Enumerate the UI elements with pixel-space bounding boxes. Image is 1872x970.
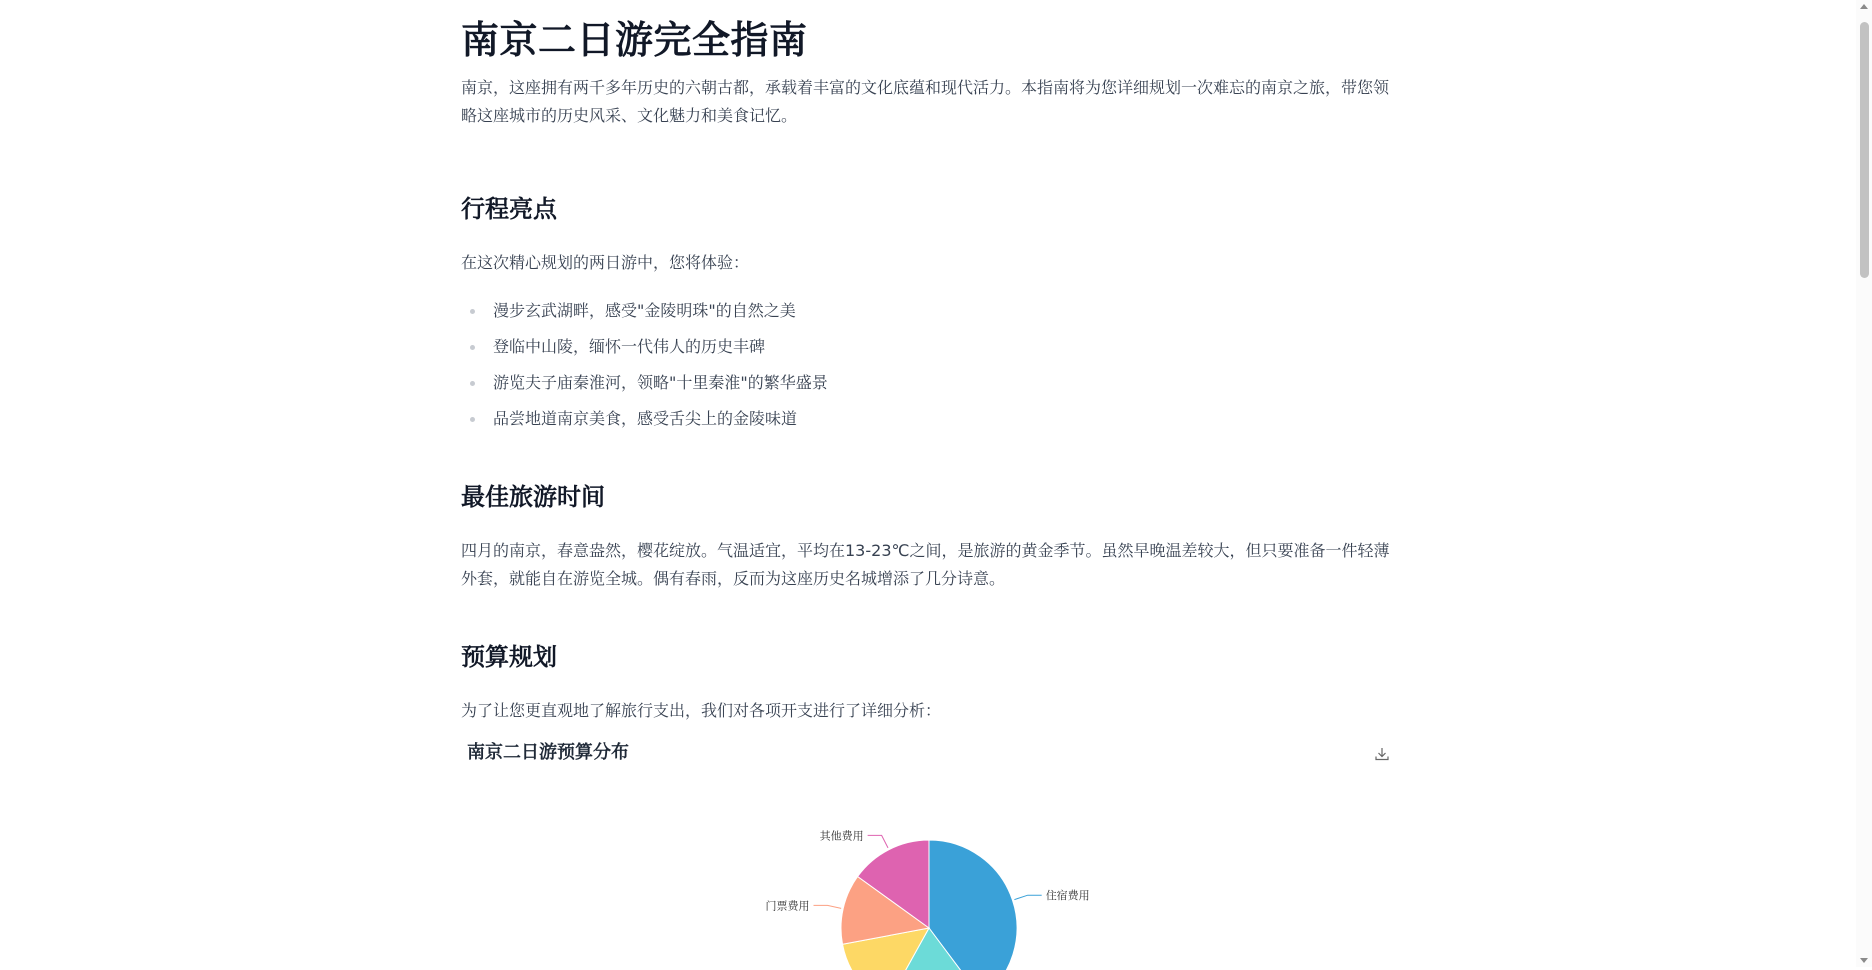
- bullet-icon: [470, 417, 475, 422]
- chart-title: 南京二日游预算分布: [467, 742, 629, 763]
- list-item: [461, 401, 1391, 437]
- bullet-icon: [470, 381, 475, 386]
- scroll-down-arrow-icon[interactable]: [1860, 958, 1868, 963]
- list-item: [461, 329, 1391, 365]
- budget-chart: [461, 740, 1393, 967]
- scrollbar[interactable]: [1856, 0, 1872, 967]
- list-item-text: 漫步玄武湖畔，感受"金陵明珠"的自然之美: [493, 301, 796, 320]
- intro-paragraph: 南京，这座拥有两千多年历史的六朝古都，承载着丰富的文化底蕴和现代活力。本指南将为您详细规划一次难忘的南京之旅，带您领略这座城市的历史风采、文化魅力和美食记忆。: [461, 78, 1390, 125]
- list-item-text: 品尝地道南京美食，感受舌尖上的金陵味道: [493, 409, 798, 428]
- budget-lead: 为了让您更直观地了解旅行支出，我们对各项开支进行了详细分析：: [461, 701, 942, 720]
- pie-chart: [461, 780, 1393, 970]
- pie-slice-label: 住宿费用: [1045, 889, 1090, 903]
- list-item-text: 登临中山陵，缅怀一代伟人的历史丰碑: [493, 337, 766, 356]
- list-item-text: 游览夫子庙秦淮河，领略"十里秦淮"的繁华盛景: [493, 373, 828, 392]
- pie-slice-label: 其他费用: [819, 829, 864, 843]
- scroll-up-arrow-icon[interactable]: [1860, 4, 1868, 9]
- highlights-list: [461, 293, 1391, 437]
- bullet-icon: [470, 309, 475, 314]
- highlights-lead: 在这次精心规划的两日游中，您将体验：: [461, 253, 750, 272]
- page-title: 南京二日游完全指南: [461, 18, 808, 62]
- pie-slice-label: 门票费用: [765, 899, 810, 913]
- pie-label-line: [868, 835, 888, 847]
- pie-label-line: [813, 905, 841, 908]
- list-item: [461, 293, 1391, 329]
- list-item: [461, 365, 1391, 401]
- highlights-heading: 行程亮点: [461, 195, 557, 223]
- download-button[interactable]: [1371, 743, 1393, 765]
- pie-label-line: [1014, 895, 1041, 899]
- best-time-paragraph: 四月的南京，春意盎然，樱花绽放。气温适宜，平均在13-23℃之间，是旅游的黄金季节。虽然早晚温差较大，但只要准备一件轻薄外套，就能自在游览全城。偶有春雨，反而为这座历史名城增添了几分诗意。: [461, 541, 1390, 588]
- scrollbar-thumb[interactable]: [1860, 22, 1869, 278]
- best-time-heading: 最佳旅游时间: [461, 483, 605, 511]
- bullet-icon: [470, 345, 475, 350]
- download-icon[interactable]: [1374, 746, 1390, 762]
- budget-heading: 预算规划: [461, 643, 557, 671]
